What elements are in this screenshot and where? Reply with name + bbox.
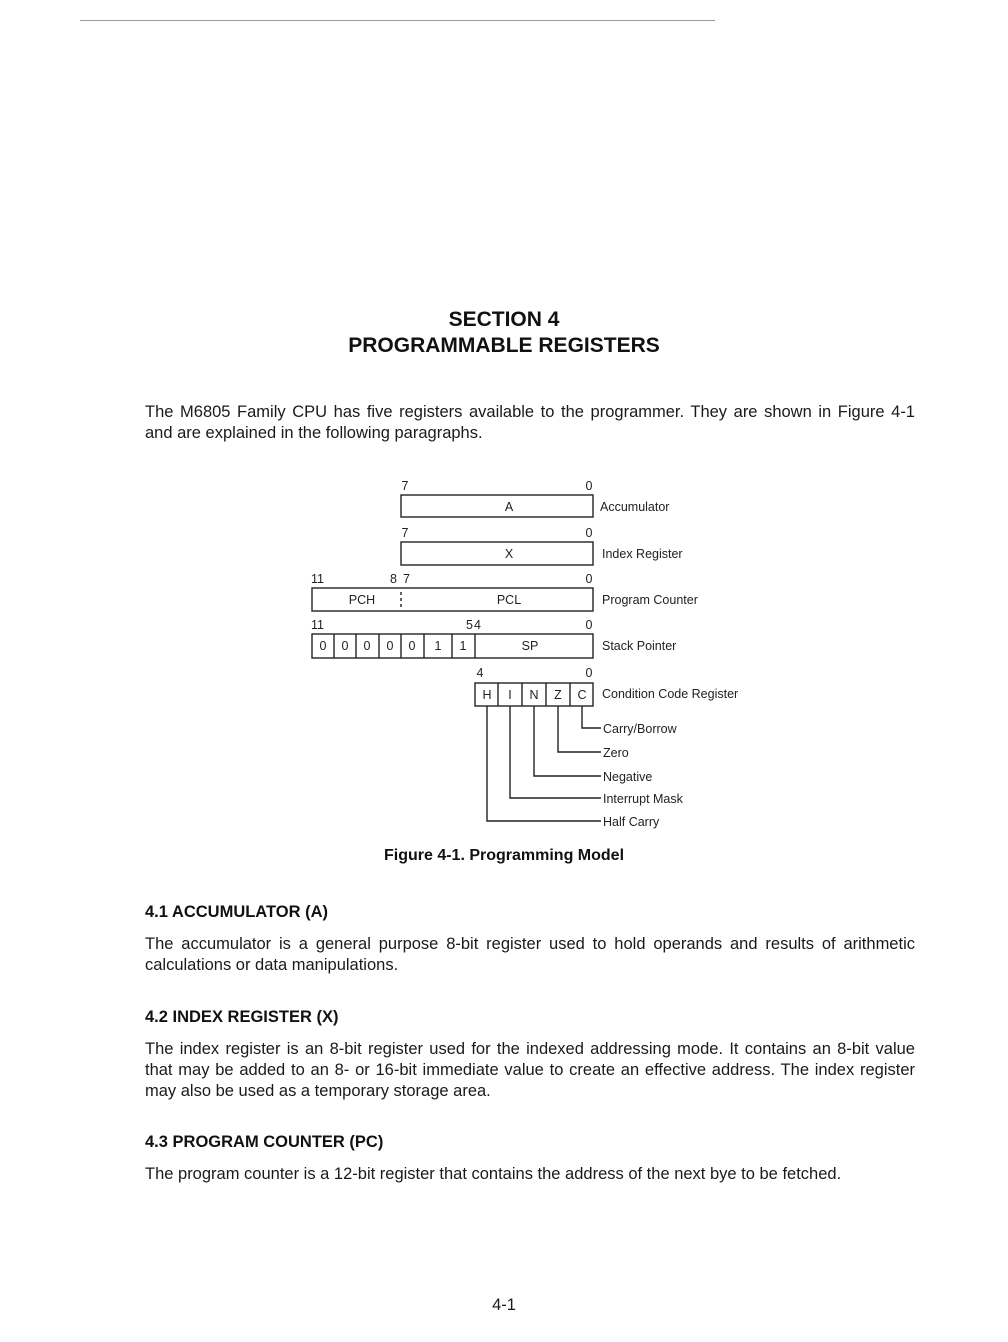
flag-half-carry-label: Half Carry	[603, 815, 660, 829]
ccr-bit-i: I	[508, 688, 512, 702]
heading-accumulator: 4.1 ACCUMULATOR (A)	[145, 903, 329, 921]
x-label: Index Register	[602, 547, 683, 561]
heading-program-counter: 4.3 PROGRAM COUNTER (PC)	[145, 1133, 384, 1151]
ccr-bit-low: 0	[585, 666, 593, 680]
ccr-label: Condition Code Register	[602, 687, 739, 701]
body-accumulator-text: The accumulator is a general purpose 8-bit register used to hold operands and results of arithmetic calculations or data manipulations.	[145, 935, 915, 974]
sp-name: SP	[521, 639, 539, 653]
ccr-bit-h: H	[482, 688, 492, 702]
carry-leader	[582, 706, 601, 728]
flag-carry-label: Carry/Borrow	[603, 722, 677, 736]
body-accumulator	[145, 934, 915, 976]
flag-zero-label: Zero	[603, 746, 629, 760]
sp-fixed-bit: 1	[459, 639, 467, 653]
sp-bit-11: 11	[311, 618, 324, 632]
sp-bit-5: 5	[466, 618, 473, 632]
pcl-name: PCL	[496, 593, 522, 607]
sp-label: Stack Pointer	[602, 639, 677, 653]
body-program-counter	[145, 1164, 915, 1185]
figure-caption: Figure 4-1. Programming Model	[383, 847, 625, 864]
ccr-bit-high: 4	[476, 666, 484, 680]
zero-leader	[558, 706, 601, 752]
x-name: X	[504, 547, 514, 561]
sp-fixed-bit: 1	[434, 639, 442, 653]
pc-bit-11: 11	[311, 572, 324, 586]
half-carry-leader	[487, 706, 601, 821]
page-number: 4-1	[492, 1296, 516, 1314]
negative-leader	[534, 706, 601, 776]
sp-fixed-bit: 0	[341, 639, 349, 653]
body-program-counter-text: The program counter is a 12-bit register that contains the address of the next bye to be fetched.	[145, 1165, 842, 1183]
sp-fixed-bit: 0	[408, 639, 416, 653]
sp-fixed-bit: 0	[319, 639, 327, 653]
sp-bit-4: 4	[474, 618, 481, 632]
sp-fixed-bit: 0	[386, 639, 394, 653]
ccr-bit-n: N	[529, 688, 539, 702]
index-register-box	[401, 542, 593, 565]
pch-name: PCH	[348, 593, 376, 607]
accumulator-box	[401, 495, 593, 517]
acc-label: Accumulator	[600, 500, 670, 514]
sp-fixed-bit: 0	[363, 639, 371, 653]
pc-bit-0: 0	[585, 572, 593, 586]
pc-label: Program Counter	[602, 593, 698, 607]
ccr-bit-c: C	[577, 688, 587, 702]
heading-index-register: 4.2 INDEX REGISTER (X)	[145, 1008, 339, 1026]
body-index-register	[145, 1039, 915, 1102]
section-number: SECTION 4	[448, 308, 560, 331]
section-title: PROGRAMMABLE REGISTERS	[348, 334, 660, 357]
body-index-register-text: The index register is an 8-bit register used for the indexed addressing mode. It contains an 8-bit value that may be added to an 8- or 16-bit immediate value to create an effective address. The index register may also be used as a temporary storage area.	[145, 1040, 915, 1100]
flag-negative-label: Negative	[603, 770, 653, 784]
x-bit-low: 0	[585, 526, 593, 540]
pc-bit-7: 7	[403, 572, 410, 586]
acc-bit-low: 0	[585, 479, 593, 493]
acc-bit-high: 7	[401, 479, 409, 493]
sp-bit-0: 0	[585, 618, 593, 632]
pc-bit-8: 8	[390, 572, 397, 586]
flag-interrupt-label: Interrupt Mask	[603, 792, 683, 806]
ccr-bit-z: Z	[554, 688, 562, 702]
acc-name: A	[504, 500, 514, 514]
x-bit-high: 7	[401, 526, 409, 540]
intro-text: The M6805 Family CPU has five registers available to the programmer. They are shown in Figure 4-1 and are explained in the following paragraphs.	[145, 403, 915, 442]
